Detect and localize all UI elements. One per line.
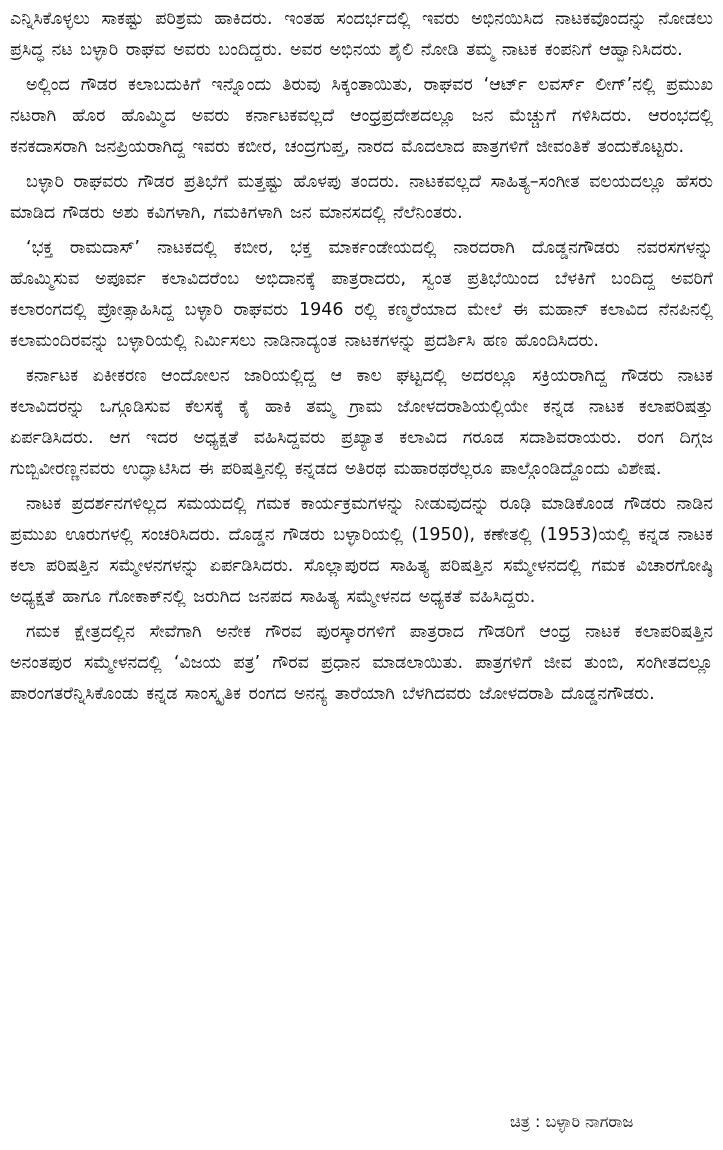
- paragraph-4: ‘ಭಕ್ತ ರಾಮದಾಸ್’ ನಾಟಕದಲ್ಲಿ ಕಬೀರ, ಭಕ್ತ ಮಾರ್ಕಂಡೇಯದಲ್ಲಿ ನಾರದರಾಗಿ ದೊಡ್ಡನಗೌಡರು ನವರಸಗಳನ್ನು ಹೊಮ್ಮಿಸುವ ಅಪೂರ್ವ ಕಲಾವಿದರೆಂಬ ಅಭಿದಾನಕ್ಕೆ ಪಾತ್ರರಾದರು, ಸ್ವಂತ ಪ್ರತಿಭೆಯಿಂದ ಬೆಳಕಿಗೆ ಬಂದಿದ್ದ ಅವರಿಗೆ ಕಲಾರಂಗದಲ್ಲಿ ಪ್ರೋತ್ಸಾಹಿಸಿದ್ದ ಬಳ್ಳಾರಿ ರಾಘವರು 1946 ರಲ್ಲಿ ಕಣ್ಮರೆಯಾದ ಮೇಲೆ ಈ ಮಹಾನ್ ಕಲಾವಿದ ನೆನಪಿನಲ್ಲಿ ಕಲಾಮಂದಿರವನ್ನು ಬಳ್ಳಾರಿಯಲ್ಲಿ ನಿರ್ಮಿಸಲು ನಾಡಿನಾದ್ಯಂತ ನಾಟಕಗಳನ್ನು ಪ್ರದರ್ಶಿಸಿ ಹಣ ಹೊಂದಿಸಿದರು.: [10, 238, 713, 351]
- paragraph-1: ಎನ್ನಿಸಿಕೊಳ್ಳಲು ಸಾಕಷ್ಟು ಪರಿಶ್ರಮ ಹಾಕಿದರು. ಇಂತಹ ಸಂದರ್ಭದಲ್ಲಿ ಇವರು ಅಭಿನಯಿಸಿದ ನಾಟಕವೊಂದನ್ನು ನೋಡಲು ಪ್ರಸಿದ್ಧ ನಟ ಬಳ್ಳಾರಿ ರಾಘವ ಅವರು ಬಂದಿದ್ದರು. ಅವರ ಅಭಿನಯ ಶೈಲಿ ನೋಡಿ ತಮ್ಮ ನಾಟಕ ಕಂಪನಿಗೆ ಆಹ್ವಾನಿಸಿದರು.: [10, 9, 713, 60]
- paragraph-6: ನಾಟಕ ಪ್ರದರ್ಶನಗಳಿಲ್ಲದ ಸಮಯದಲ್ಲಿ ಗಮಕ ಕಾರ್ಯಕ್ರಮಗಳನ್ನು ನೀಡುವುದನ್ನು ರೂಢಿ ಮಾಡಿಕೊಂಡ ಗೌಡರು ನಾಡಿನ ಪ್ರಮುಖ ಊರುಗಳಲ್ಲಿ ಸಂಚರಿಸಿದರು. ದೊಡ್ಡನ ಗೌಡರು ಬಳ್ಳಾರಿಯಲ್ಲಿ (1950), ಕಣೇತಲ್ಲಿ (1953)ಯಲ್ಲಿ ಕನ್ನಡ ನಾಟಕ ಕಲಾ ಪರಿಷತ್ತಿನ ಸಮ್ಮೇಳನಗಳನ್ನು ಏರ್ಪಡಿಸಿದರು. ಸೊಲ್ಲಾಪುರದ ಸಾಹಿತ್ಯ ಪರಿಷತ್ತಿನ ಸಮ್ಮೇಳನದಲ್ಲಿ ಗಮಕ ವಿಚಾರಗೋಷ್ಠಿ ಅಧ್ಯಕ್ಷತೆ ಹಾಗೂ ಗೋಕಾಕ್‌ನಲ್ಲಿ ಜರುಗಿದ ಜನಪದ ಸಾಹಿತ್ಯ ಸಮ್ಮೇಳನದ ಅಧ್ಯಕತೆ ವಹಿಸಿದ್ದರು.: [10, 494, 713, 607]
- paragraph-7: ಗಮಕ ಕ್ಷೇತ್ರದಲ್ಲಿನ ಸೇವೆಗಾಗಿ ಅನೇಕ ಗೌರವ ಪುರಸ್ಕಾರಗಳಿಗೆ ಪಾತ್ರರಾದ ಗೌಡರಿಗೆ ಆಂಧ್ರ ನಾಟಕ ಕಲಾಪರಿಷತ್ತಿನ ಅನಂತಪುರ ಸಮ್ಮೇಳನದಲ್ಲಿ ‘ವಿಜಯ ಪತ್ರ’ ಗೌರವ ಪ್ರಧಾನ ಮಾಡಲಾಯಿತು. ಪಾತ್ರಗಳಿಗೆ ಜೀವ ತುಂಬಿ, ಸಂಗೀತದಲ್ಲೂ ಪಾರಂಗತರೆನ್ನಿಸಿಕೊಂಡು ಕನ್ನಡ ಸಾಂಸ್ಕೃತಿಕ ರಂಗದ ಅನನ್ಯ ತಾರೆಯಾಗಿ ಬೆಳಗಿದವರು ಜೋಳದರಾಶಿ ದೊಡ್ಡನಗೌಡರು.: [10, 622, 713, 704]
- paragraph-2: ಅಲ್ಲಿಂದ ಗೌಡರ ಕಲಾಬದುಕಿಗೆ ಇನ್ನೊಂದು ತಿರುವು ಸಿಕ್ಕಂತಾಯಿತು, ರಾಘವರ ‘ಆರ್ಟ್ ಲವರ್ಸ್ ಲೀಗ್’ನಲ್ಲಿ ಪ್ರಮುಖ ನಟರಾಗಿ ಹೊರ ಹೊಮ್ಮಿದ ಅವರು ಕರ್ನಾಟಕವಲ್ಲದೆ ಆಂಧ್ರಪ್ರದೇಶದಲ್ಲೂ ಜನ ಮೆಚ್ಚುಗೆ ಗಳಿಸಿದರು. ಆರಂಭದಲ್ಲಿ ಕನಕದಾಸರಾಗಿ ಜನಪ್ರಿಯರಾಗಿದ್ದ ಇವರು ಕಬೀರ, ಚಂದ್ರಗುಪ್ತ, ನಾರದ ಮೊದಲಾದ ಪಾತ್ರಗಳಿಗೆ ಜೀವಂತಿಕೆ ತಂದುಕೊಟ್ಟರು.: [10, 75, 713, 157]
- paragraph-3: ಬಳ್ಳಾರಿ ರಾಘವರು ಗೌಡರ ಪ್ರತಿಭೆಗೆ ಮತ್ತಷ್ಟು ಹೊಳಪು ತಂದರು. ನಾಟಕವಲ್ಲದೆ ಸಾಹಿತ್ಯ–ಸಂಗೀತ ವಲಯದಲ್ಲೂ ಹೆಸರು ಮಾಡಿದ ಗೌಡರು ಅಶು ಕವಿಗಳಾಗಿ, ಗಮಕಿಗಳಾಗಿ ಜನ ಮಾನಸದಲ್ಲಿ ನೆಲೆನಿಂತರು.: [10, 172, 713, 223]
- photo-credit: ಚಿತ್ರ : ಬಳ್ಳಾರಿ ನಾಗರಾಜ: [510, 1112, 634, 1131]
- paragraph-5: ಕರ್ನಾಟಕ ಏಕೀಕರಣ ಆಂದೋಲನ ಜಾರಿಯಲ್ಲಿದ್ದ ಆ ಕಾಲ ಘಟ್ಟದಲ್ಲಿ ಅದರಲ್ಲೂ ಸಕ್ರಿಯರಾಗಿದ್ದ ಗೌಡರು ನಾಟಕ ಕಲಾವಿದರನ್ನು ಒಗ್ಗೂಡಿಸುವ ಕೆಲಸಕ್ಕೆ ಕೈ ಹಾಕಿ ತಮ್ಮ ಗ್ರಾಮ ಜೋಳದರಾಶಿಯಲ್ಲಿಯೇ ಕನ್ನಡ ನಾಟಕ ಕಲಾಪರಿಷತ್ತು ಏರ್ಪಡಿಸಿದರು. ಆಗ ಇದರ ಅಧ್ಯಕ್ಷತೆ ವಹಿಸಿದ್ದವರು ಪ್ರಖ್ಯಾತ ಕಲಾವಿದ ಗರೂಡ ಸದಾಶಿವರಾಯರು. ರಂಗ ದಿಗ್ಗಜ ಗುಬ್ಬಿವೀರಣ್ಣನವರು ಉದ್ಘಾಟಿಸಿದ ಈ ಪರಿಷತ್ತಿನಲ್ಲಿ ಕನ್ನಡದ ಅತಿರಥ ಮಹಾರಥರೆಲ್ಲರೂ ಪಾಲ್ಗೊಂಡಿದ್ದೊಂದು ವಿಶೇಷ.: [10, 366, 713, 479]
